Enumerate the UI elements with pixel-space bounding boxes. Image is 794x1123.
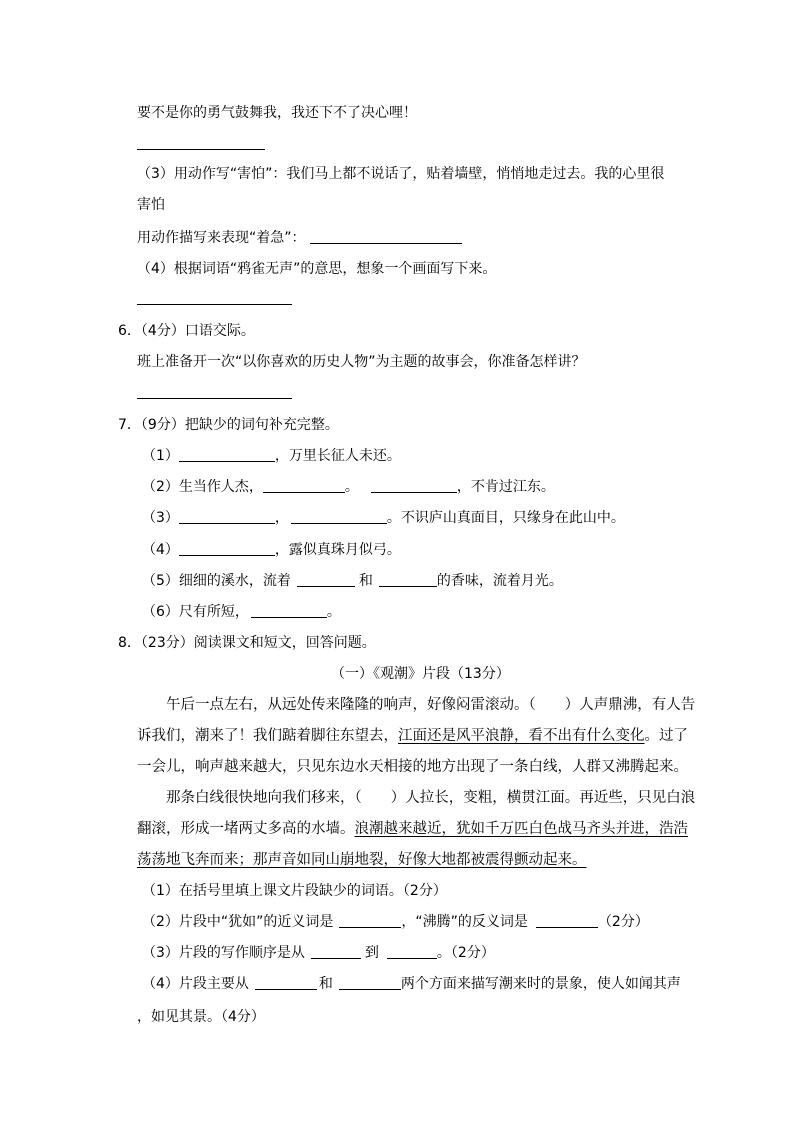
answer-blank[interactable]	[339, 913, 401, 928]
verse-text: ，	[274, 510, 289, 526]
question-text: 。（2分）	[436, 945, 495, 961]
answer-line[interactable]	[137, 398, 292, 399]
passage-line	[137, 850, 587, 870]
passage-line: 午后一点左右，从远处传来隆隆的响声，好像闷雷滚动。（ ）人声鼎沸，有人告	[166, 697, 696, 713]
passage-text: 诉我们，潮来了！我们踮着脚往东望去，	[137, 728, 398, 744]
answer-blank[interactable]	[536, 913, 598, 928]
verse-text: 和	[358, 573, 373, 589]
question-text: ，“沸腾”的反义词是	[401, 914, 528, 930]
answer-blank[interactable]	[297, 572, 355, 587]
answer-blank[interactable]	[311, 944, 361, 959]
q7-s1	[142, 446, 401, 466]
verse-text: 。	[326, 604, 341, 620]
verse-text: ，露似真珠月似弓。	[274, 542, 401, 558]
answer-blank[interactable]	[179, 541, 275, 556]
passage-line: 那条白线很快地向我们移来，（ ）人拉长，变粗，横贯江面。再近些，只见白浪	[166, 790, 696, 806]
q7-s6	[142, 602, 341, 622]
question-text: （2）片段中“犹如”的近义词是	[142, 914, 334, 930]
q5-sub3-line1: （3）用动作写“害怕”：我们马上都不说话了，贴着墙壁，悄悄地走过去。我的心里很	[137, 166, 665, 182]
answer-blank[interactable]	[263, 478, 345, 493]
question-text: 到	[364, 945, 379, 961]
q7-title: 7．（9分）把缺少的词句补充完整。	[118, 417, 339, 433]
answer-blank[interactable]	[387, 944, 437, 959]
answer-blank[interactable]	[310, 229, 462, 244]
answer-blank[interactable]	[251, 603, 327, 618]
item-number: （3）	[142, 510, 179, 526]
q5-sub4: （4）根据词语“鸦雀无声”的意思，想象一个画面写下来。	[137, 261, 497, 277]
question-text: 和	[318, 976, 333, 992]
answer-blank[interactable]	[339, 975, 401, 990]
q8-sub4-line2: ，如见其景。（4分）	[137, 1009, 265, 1025]
verse-text: 的香味，流着月光。	[436, 573, 563, 589]
q7-s2	[142, 477, 555, 497]
answer-line[interactable]	[137, 149, 265, 150]
q5-sub3-line2: 害怕	[137, 197, 165, 213]
q7-s3	[142, 508, 625, 528]
verse-text: ，不肯过江东。	[456, 479, 555, 495]
item-number: （4）	[142, 542, 179, 558]
answer-blank[interactable]	[179, 509, 275, 524]
verse-text: 。	[344, 479, 359, 495]
answer-blank[interactable]	[291, 509, 387, 524]
passage-text: 翻滚，形成一堵两丈多高的水墙。	[137, 821, 355, 837]
q7-s5	[142, 571, 563, 591]
q5-line-a: 要不是你的勇气鼓舞我，我还下不了决心哩！	[137, 105, 417, 121]
passage-line: 一会儿，响声越来越大，只见东边水天相接的地方出现了一条白线，人群又沸腾起来。	[137, 759, 688, 775]
q8-sub3	[142, 943, 495, 963]
underlined-sentence: 江面还是风平浪静，看不出有什么变化	[398, 728, 645, 744]
question-text: （2分）	[597, 914, 649, 930]
q6-body: 班上准备开一次“以你喜欢的历史人物”为主题的故事会，你准备怎样讲？	[137, 354, 586, 370]
q7-s4	[142, 540, 401, 560]
q8-sub2	[142, 912, 649, 932]
underlined-sentence: 浪潮越来越近，犹如千万匹白色战马齐头并进，浩浩	[354, 821, 688, 837]
question-text: （3）片段的写作顺序是从	[142, 945, 305, 961]
verse-text: （2）生当作人杰，	[142, 479, 263, 495]
verse-text: （6）尺有所短，	[142, 604, 249, 620]
q8-sub4	[142, 974, 681, 994]
section-title: （一）《观潮》片段（13分）	[331, 666, 510, 682]
verse-text: 。不识庐山真面目，只缘身在此山中。	[386, 510, 625, 526]
item-number: （1）	[142, 448, 179, 464]
q8-sub1: （1）在括号里填上课文片段缺少的词语。（2分）	[142, 883, 447, 899]
answer-blank[interactable]	[379, 572, 437, 587]
verse-text: ，万里长征人未还。	[274, 448, 401, 464]
answer-blank[interactable]	[255, 975, 317, 990]
passage-line	[137, 726, 688, 746]
underlined-sentence: 荡荡地飞奔而来；那声音如同山崩地裂，好像大地都被震得颤动起来。	[137, 852, 587, 868]
passage-text: 。过了	[644, 728, 688, 744]
q6-title: 6．（4分）口语交际。	[118, 323, 255, 339]
question-text: （4）片段主要从	[142, 976, 249, 992]
q5-sub3-text: 用动作描写来表现“着急”：	[137, 230, 306, 246]
answer-blank[interactable]	[179, 447, 275, 462]
answer-line[interactable]	[137, 304, 292, 305]
q8-title: 8．（23分）阅读课文和短文，回答问题。	[118, 635, 376, 651]
question-text: 两个方面来描写潮来时的景象，使人如闻其声	[400, 976, 681, 992]
q5-sub3-line3	[137, 228, 462, 248]
passage-line	[137, 819, 688, 839]
verse-text: （5）细细的溪水，流着	[142, 573, 291, 589]
answer-blank[interactable]	[371, 478, 457, 493]
